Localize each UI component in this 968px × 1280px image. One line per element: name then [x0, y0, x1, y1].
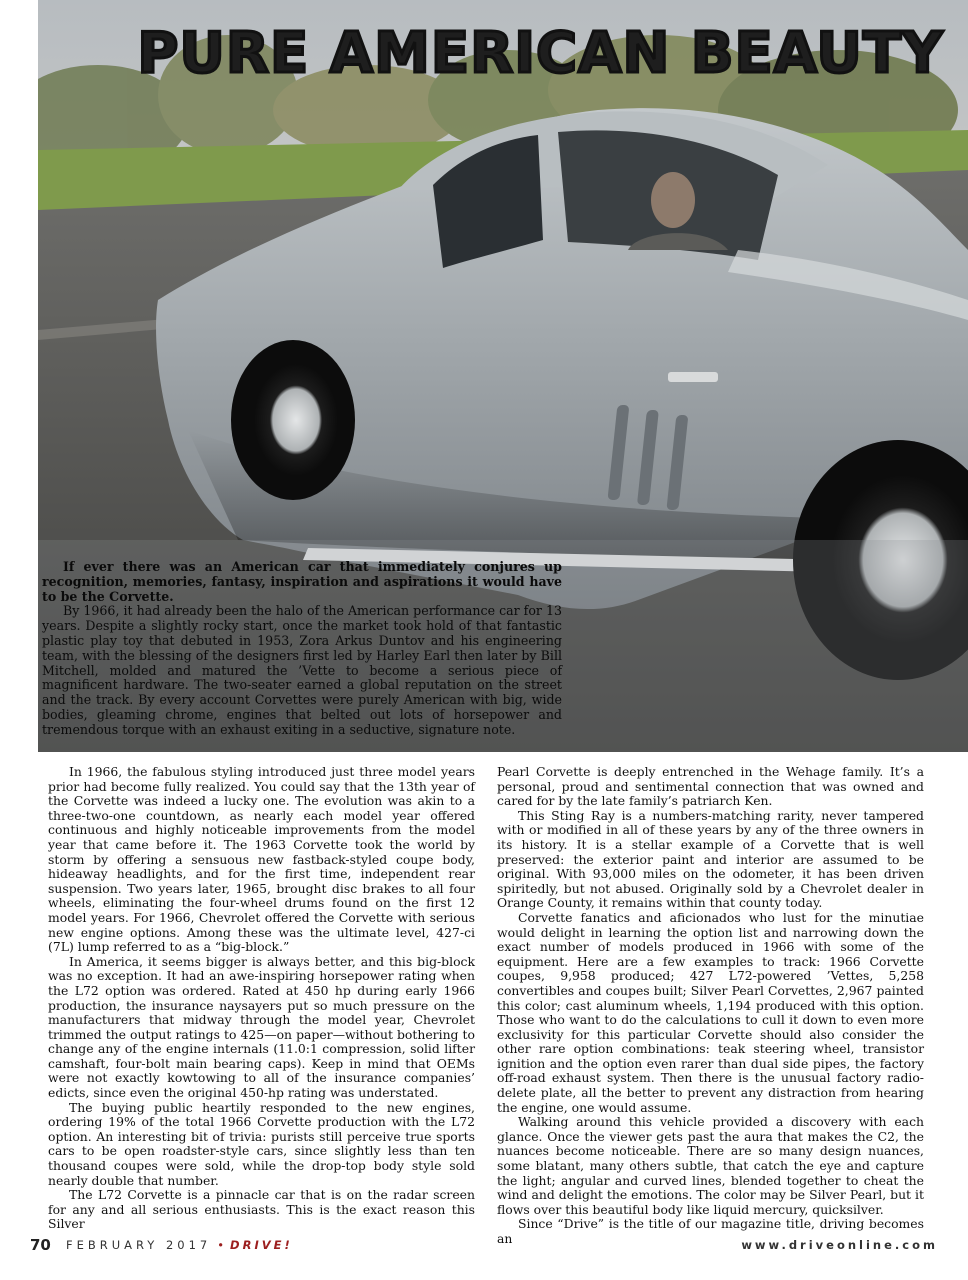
- intro-text: [42, 560, 562, 738]
- page-number: 70: [30, 1236, 51, 1254]
- issue-line: [66, 1238, 293, 1252]
- website-url: www.driveonline.com: [741, 1238, 938, 1252]
- paragraph: The L72 Corvette is a pinnacle car that is on the radar screen for any and all serious enthusiasts. This is the exact reason this Silver: [48, 1187, 475, 1232]
- paragraph: Corvette fanatics and aficionados who lust for the minutiae would delight in learning the option list and narrowing down the exact number of models produced in 1966 with some of the equipment. Here are a few examples to track: 1966 Corvette coupes, 9,958 produced; 427 L72-powered ’Vettes, 5,258 convertibles and coupes built; Silver Pearl Corvettes, 2,967 painted this color; cast aluminum wheels, 1,194 produced with this option. Those who want to do the calculations to cull it down to even more exclusivity for this particular Corvette should also consider the other rare option combinations: teak steering wheel, transistor ignition and the option even rarer than dual side pipes, the factory off-road exhaust system. Then there is the unusual factory radio-delete plate, all the better to prevent any distraction from hearing the engine, one would assume.: [497, 909, 924, 1115]
- magazine-name: DRIVE!: [230, 1238, 293, 1252]
- rear-wheel: [231, 340, 355, 500]
- headline: PURE AMERICAN BEAUTY: [137, 21, 944, 86]
- paragraph: In America, it seems bigger is always better, and this big-block was no exception. It had an awe-inspiring horsepower rating when the L72 option was ordered. Rated at 450 hp during early 1966 production, the insurance naysayers put so much pressure on the manufacturers that midway through the model year, Chevrolet trimmed the output ratings to 425—on paper—without bothering to change any of the engine internals (11.0:1 compression, solid lifter camshaft, four-bolt main bearing caps). Keep in mind that OEMs were not exactly kowtowing to all of the insurance companies’ edicts, since even the original 450-hp rating was understated.: [48, 953, 475, 1101]
- page-footer: [30, 1236, 938, 1258]
- intro-body: By 1966, it had already been the halo of the American performance car for 13 years. Despite a slightly rocky start, once the market took hold of that fantastic plastic play toy that debuted in 1953, Zora Arkus Duntov and his engineering team, with the blessing of the designers first led by Harley Earl then later by Bill Mitchell, molded and matured the ’Vette to become a serious piece of magnificent hardware. The two-seater earned a global reputation on the street and the track. By every account Corvettes were purely American with big, wide bodies, gleaming chrome, engines that belted out lots of horsepower and tremendous torque with an exhaust exiting in a seductive, signature note.: [42, 603, 562, 737]
- left-column: [48, 765, 475, 1232]
- intro-lede: If ever there was an American car that immediately conjures up recognition, memories, fantasy, inspiration and aspirations it would have to be the Corvette.: [42, 559, 562, 604]
- paragraph: Pearl Corvette is deeply entrenched in the Wehage family. It’s a personal, proud and sentimental connection that was owned and cared for by the late family’s patriarch Ken.: [497, 764, 924, 809]
- issue-date: FEBRUARY 2017: [66, 1238, 212, 1252]
- paragraph: In 1966, the fabulous styling introduced just three model years prior had become fully realized. You could say that the 13th year of the Corvette was indeed a lucky one. The evolution was akin to a three-two-one countdown, as nearly each model year offered continuous and highly noticeable improvements from the model year that came before it. The 1963 Corvette took the world by storm by offering a sensuous new fastback-styled coupe body, hideaway headlights, and for the first time, independent rear suspension. Two years later, 1965, brought disc brakes to all four wheels, eliminating the four-wheel drums found on the first 12 model years. For 1966, Chevrolet offered the Corvette with serious new engine options. Among these was the ultimate level, 427-ci (7L) lump referred to as a “big-block.”: [48, 764, 475, 955]
- paragraph: This Sting Ray is a numbers-matching rarity, never tampered with or modified in all of these years by any of the three owners in its history. It is a stellar example of a Corvette that is well preserved: the exterior paint and interior are assumed to be original. With 93,000 miles on the odometer, it has been driven spiritedly, but not abused. Originally sold by a Chevrolet dealer in Orange County, it remains within that county today.: [497, 807, 924, 911]
- right-column: [497, 765, 924, 1247]
- paragraph: Since “Drive” is the title of our magazine title, driving becomes an: [497, 1216, 924, 1246]
- paragraph: The buying public heartily responded to the new engines, ordering 19% of the total 1966 Corvette production with the L72 option. An interesting bit of trivia: purists still perceive true sports cars to be open roadster-style cars, since slightly less than ten thousand coupes were sold, while the drop-top body style sold nearly double that number.: [48, 1099, 475, 1188]
- side-vents: [607, 405, 688, 510]
- paragraph: Walking around this vehicle provided a discovery with each glance. Once the viewer gets past the aura that makes the C2, the nuances become noticeable. There are so many design nuances, some blatant, many others subtle, that catch the eye and capture the light; angular and curved lines, blended together to cheat the wind and delight the emotions. The color may be Silver Pearl, but it flows over this beautiful body like liquid mercury, quicksilver.: [497, 1114, 924, 1217]
- bullet-separator: •: [217, 1238, 225, 1252]
